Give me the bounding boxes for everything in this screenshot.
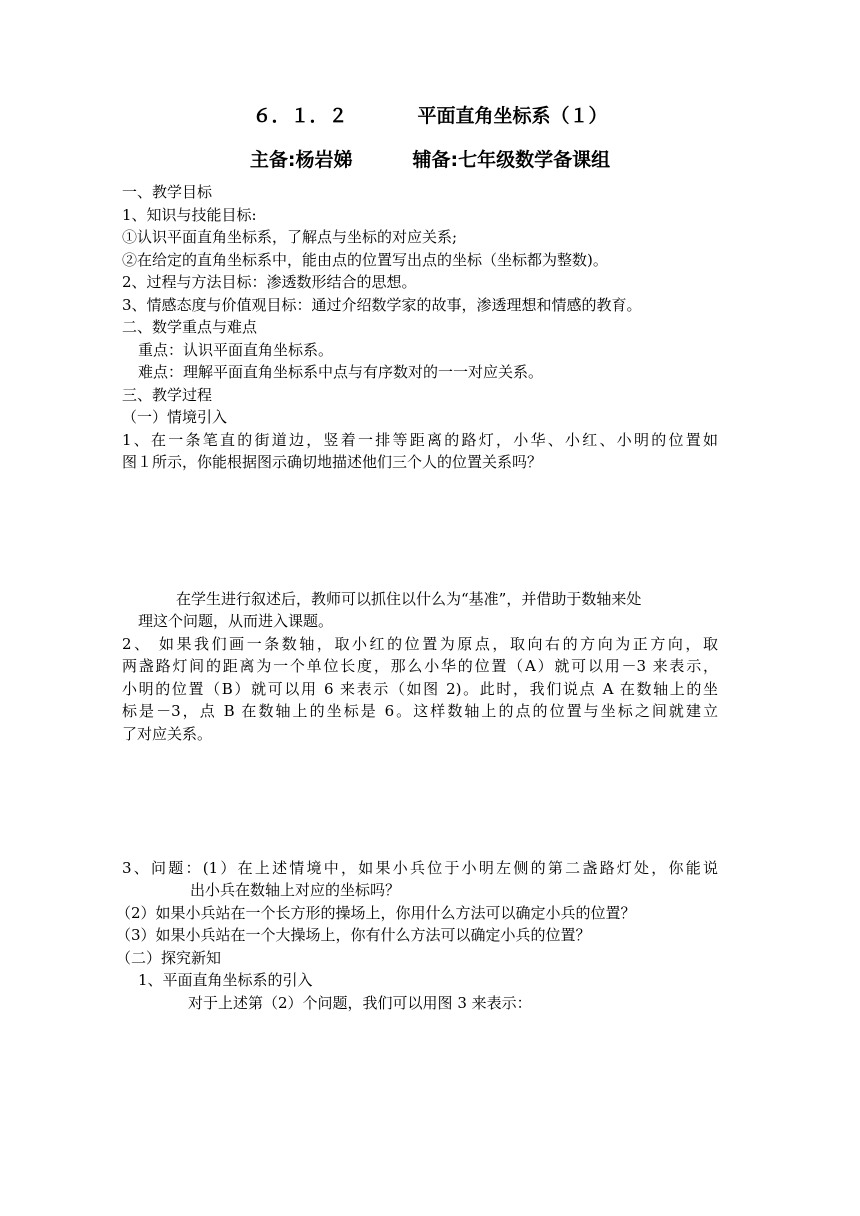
main-preparer: 主备:杨岩娣 bbox=[249, 149, 353, 171]
paragraph-3-line-4: 标是－3，点 B 在数轴上的坐标是 6。这样数轴上的点的位置与坐标之间就建立 bbox=[122, 702, 718, 720]
key-point: 重点：认识平面直角坐标系。 bbox=[138, 341, 334, 359]
paragraph-3-line-1: 2、 如果我们画一条数轴，取小红的位置为原点，取向右的方向为正方向，取 bbox=[122, 635, 718, 653]
subheading-coordinate-intro: 1、平面直角坐标系的引入 bbox=[138, 971, 313, 989]
figure-3-intro: 对于上述第（2）个问题，我们可以用图 3 来表示： bbox=[188, 994, 532, 1012]
heading-key-points: 二、数学重点与难点 bbox=[122, 318, 258, 336]
assistant-preparer: 辅备:七年级数学备课组 bbox=[412, 149, 611, 171]
question-2: （2）如果小兵站在一个长方形的操场上，你用什么方法可以确定小兵的位置？ bbox=[116, 904, 636, 922]
question-line-2: 出小兵在数轴上对应的坐标吗？ bbox=[190, 881, 401, 899]
paragraph-3-line-2: 两盏路灯间的距离为一个单位长度，那么小华的位置（A）就可以用－3 来表示， bbox=[122, 657, 718, 675]
objective-process: 2、过程与方法目标：渗透数形结合的思想。 bbox=[122, 273, 417, 291]
section-number: ６．１．２ bbox=[252, 105, 348, 127]
preparer-line bbox=[0, 145, 860, 172]
difficult-point: 难点：理解平面直角坐标系中点与有序数对的一一对应关系。 bbox=[138, 363, 544, 381]
paragraph-3-line-3: 小明的位置（B）就可以用 6 来表示（如图 2)。此时，我们说点 A 在数轴上的坐 bbox=[122, 680, 718, 698]
paragraph-2-line-1: 在学生进行叙述后，教师可以抓住以什么为“基准”，并借助于数轴来处 bbox=[176, 590, 642, 608]
document-title bbox=[0, 101, 860, 128]
lesson-title: 平面直角坐标系（１） bbox=[417, 105, 608, 127]
objective-item-2: ②在给定的直角坐标系中，能由点的位置写出点的坐标（坐标都为整数)。 bbox=[122, 251, 608, 269]
objective-knowledge: 1、知识与技能目标: bbox=[122, 206, 257, 224]
question-3: （3）如果小兵站在一个大操场上，你有什么方法可以确定小兵的位置？ bbox=[116, 926, 591, 944]
heading-process: 三、教学过程 bbox=[122, 386, 213, 404]
paragraph-3-line-5: 了对应关系。 bbox=[122, 725, 213, 743]
paragraph-2-line-2: 理这个问题，从而进入课题。 bbox=[138, 612, 334, 630]
objective-attitude: 3、情感态度与价值观目标：通过介绍数学家的故事，渗透理想和情感的教育。 bbox=[122, 296, 642, 314]
subheading-intro: （一）情境引入 bbox=[122, 408, 228, 426]
objective-item-1: ①认识平面直角坐标系，了解点与坐标的对应关系; bbox=[122, 228, 458, 246]
subheading-explore: （二）探究新知 bbox=[116, 949, 222, 967]
question-line-1: 3、问题：(1）在上述情境中，如果小兵位于小明左侧的第二盏路灯处，你能说 bbox=[122, 859, 718, 877]
paragraph-1-line-2: 图１所示，你能根据图示确切地描述他们三个人的位置关系吗？ bbox=[122, 453, 543, 471]
heading-objectives: 一、教学目标 bbox=[122, 183, 213, 201]
paragraph-1-line-1: 1、在一条笔直的街道边，竖着一排等距离的路灯，小华、小红、小明的位置如 bbox=[122, 431, 718, 449]
